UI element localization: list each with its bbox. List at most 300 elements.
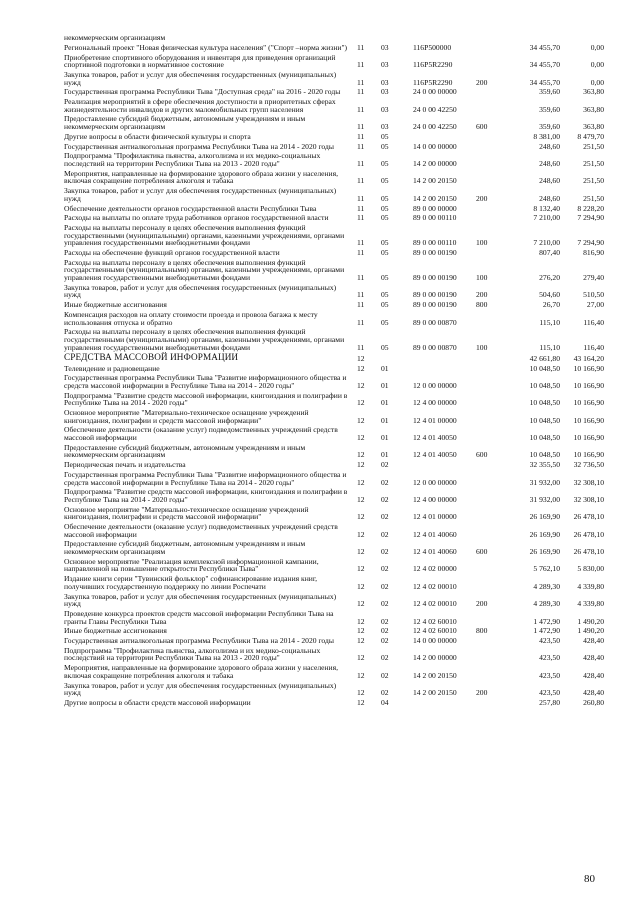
row-name: некоммерческим организациям (64, 33, 166, 42)
table-row (64, 353, 604, 362)
target-article-code: 89 0 00 00000 (413, 203, 457, 213)
subsection-code: 05 (381, 159, 389, 168)
row-name: Мероприятия, направленные на формирование здорового образа жизни у населения, включая сокращение потребления алкоголя и табака (64, 168, 339, 186)
amount-year-1: 257,80 (539, 698, 560, 707)
section-code: 12 (357, 363, 365, 373)
table-row (64, 365, 604, 373)
table-row (64, 558, 604, 573)
budget-table (64, 34, 604, 709)
amount-year-1: 359,60 (539, 122, 560, 132)
amount-year-1: 26,70 (542, 300, 560, 310)
subsection-code: 05 (381, 238, 389, 248)
subsection-code: 03 (381, 77, 389, 87)
row-name: Государственная антиалкогольная программа Республики Тыва на 2014 - 2020 годы (64, 636, 334, 646)
section-code: 12 (357, 477, 365, 487)
table-row (64, 610, 604, 625)
amount-year-2: 10 166,90 (573, 380, 604, 390)
row-name: Обеспечение деятельности (оказание услуг) подведомственных учреждений средств массовой информации (64, 522, 338, 539)
subsection-code: 02 (381, 688, 389, 698)
table-row (64, 374, 604, 389)
row-name: Закупка товаров, работ и услуг для обеспечения государственных (муниципальных) нужд (64, 186, 337, 203)
table-row (64, 409, 604, 424)
row-name: Телевидение и радиовещание (64, 363, 160, 373)
row-name: Закупка товаров, работ и услуг для обеспечения государственных (муниципальных) нужд (64, 69, 337, 87)
row-name: Расходы на выплаты персоналу в целях обеспечения выполнения функций государственными (муниципальными) органами, казенными учреждениями, органами управления государственными внебюджетными фондами (64, 223, 345, 248)
section-code: 12 (357, 636, 365, 646)
amount-year-2: 10 166,90 (573, 450, 604, 460)
target-article-code: 12 4 01 00000 (413, 512, 457, 522)
amount-year-2: 5 830,00 (577, 564, 604, 574)
subsection-code: 05 (381, 273, 389, 283)
amount-year-1: 10 048,50 (529, 380, 560, 390)
expense-type-code: 600 (476, 547, 488, 557)
amount-year-2: 116,40 (583, 317, 604, 327)
expense-type-code: 200 (476, 688, 488, 698)
amount-year-2: 32 736,50 (573, 460, 604, 470)
subsection-code: 02 (381, 670, 389, 680)
subsection-code: 01 (381, 415, 389, 425)
section-code: 11 (357, 290, 365, 300)
table-row (64, 523, 604, 538)
table-row (64, 214, 604, 222)
subsection-code: 05 (381, 141, 389, 151)
amount-year-2: 26 478,10 (573, 547, 604, 557)
section-code: 11 (357, 300, 365, 310)
subsection-code: 01 (381, 380, 389, 390)
section-code: 11 (357, 42, 365, 52)
row-name: Государственная программа Республики Тыва "Развитие информационного общества и средств массовой информации в Республике Тыва на 2014 - 2020 годы" (64, 469, 347, 487)
section-code: 12 (357, 460, 365, 470)
amount-year-2: 8 479,70 (577, 131, 604, 141)
target-article-code: 24 0 00 42250 (413, 122, 457, 132)
row-name: Предоставление субсидий бюджетным, автономным учреждениям и иным некоммерческим организациям (64, 539, 306, 557)
target-article-code: 12 4 02 00010 (413, 599, 457, 609)
expense-type-code: 600 (476, 450, 488, 460)
amount-year-1: 32 355,50 (529, 460, 560, 470)
subsection-code: 05 (381, 131, 389, 141)
amount-year-1: 1 472,90 (533, 616, 560, 626)
section-code: 11 (357, 104, 365, 114)
table-row (64, 115, 604, 130)
amount-year-1: 10 048,50 (529, 398, 560, 408)
amount-year-2: 279,40 (583, 273, 604, 283)
row-name: Периодическая печать и издательства (64, 460, 186, 470)
row-name: Другие вопросы в области физической культуры и спорта (64, 131, 251, 141)
section-code: 12 (357, 512, 365, 522)
target-article-code: 14 2 00 00000 (413, 653, 457, 663)
amount-year-2: 510,50 (583, 290, 604, 300)
subsection-code: 02 (381, 512, 389, 522)
amount-year-1: 8 132,40 (533, 203, 560, 213)
section-code: 11 (357, 273, 365, 283)
row-name: Подпрограмма "Развитие средств массовой информации, книгоиздания и полиграфии в Республике Тыва на 2014 - 2020 годы" (64, 390, 348, 408)
table-row (64, 88, 604, 96)
expense-type-code: 600 (476, 122, 488, 132)
row-name: Основное мероприятие "Материально-техническое оснащение учреждений книгоиздания, полиграфии и средств массовой информации" (64, 504, 309, 522)
amount-year-1: 248,60 (539, 141, 560, 151)
expense-type-code: 200 (476, 290, 488, 300)
amount-year-1: 423,50 (539, 653, 560, 663)
table-row (64, 392, 604, 407)
target-article-code: 89 0 00 00110 (413, 238, 457, 248)
amount-year-2: 1 490,20 (577, 626, 604, 636)
amount-year-1: 26 169,90 (529, 547, 560, 557)
subsection-code: 05 (381, 317, 389, 327)
amount-year-1: 10 048,50 (529, 363, 560, 373)
row-name: Закупка товаров, работ и услуг для обеспечения государственных (муниципальных) нужд (64, 591, 337, 609)
amount-year-2: 8 228,20 (577, 203, 604, 213)
section-code: 12 (357, 653, 365, 663)
table-row (64, 284, 604, 299)
target-article-code: 12 4 00 00000 (413, 494, 457, 504)
row-name: Обеспечение деятельности (оказание услуг) подведомственных учреждений средств массовой информации (64, 425, 338, 442)
amount-year-1: 4 289,30 (533, 599, 560, 609)
amount-year-1: 26 169,90 (529, 529, 560, 539)
amount-year-1: 115,10 (539, 317, 560, 327)
section-code: 12 (357, 415, 365, 425)
subsection-code: 02 (381, 653, 389, 663)
target-article-code: 12 4 02 00000 (413, 564, 457, 574)
amount-year-2: 10 166,90 (573, 415, 604, 425)
page-number: 80 (584, 873, 595, 885)
amount-year-1: 504,60 (539, 290, 560, 300)
row-name: Издание книги серии "Тувинский фольклор" софинансирование издания книг, получивших государственную поддержку по линии Роспечати (64, 574, 318, 591)
subsection-code: 02 (381, 626, 389, 636)
row-name: Иные бюджетные ассигнования (64, 626, 167, 636)
row-name: Подпрограмма "Профилактика пьянства, алкоголизма и их медико-социальных последствий на территории Республики Тыва на 2013 - 2020 годы" (64, 645, 321, 663)
subsection-code: 05 (381, 203, 389, 213)
table-row (64, 187, 604, 202)
amount-year-1: 34 455,70 (529, 60, 560, 70)
target-article-code: 14 2 00 20150 (413, 176, 457, 186)
amount-year-1: 807,40 (539, 248, 560, 258)
table-row (64, 98, 604, 113)
subsection-code: 02 (381, 547, 389, 557)
target-article-code: 24 0 00 00000 (413, 87, 457, 97)
amount-year-2: 251,50 (583, 193, 604, 203)
table-row (64, 71, 604, 86)
section-code: 12 (357, 564, 365, 574)
target-article-code: 12 0 00 00000 (413, 477, 457, 487)
amount-year-2: 428,40 (583, 670, 604, 680)
table-row (64, 682, 604, 697)
target-article-code: 14 2 00 20150 (413, 688, 457, 698)
amount-year-2: 4 339,80 (577, 581, 604, 591)
subsection-code: 05 (381, 290, 389, 300)
table-row (64, 44, 604, 52)
table-row (64, 471, 604, 486)
section-code: 11 (357, 87, 365, 97)
section-code: 12 (357, 599, 365, 609)
section-code: 12 (357, 380, 365, 390)
section-code: 11 (357, 131, 365, 141)
section-code: 11 (357, 77, 365, 87)
table-row (64, 426, 604, 441)
amount-year-2: 363,80 (583, 122, 604, 132)
row-name: Проведение конкурса проектов средств массовой информации Республики Тыва на гранты Главы Республики Тыва (64, 608, 334, 626)
expense-type-code: 200 (476, 77, 488, 87)
amount-year-2: 363,80 (583, 87, 604, 97)
table-row (64, 664, 604, 679)
section-code: 11 (357, 60, 365, 70)
table-row (64, 143, 604, 151)
target-article-code: 89 0 00 00190 (413, 248, 457, 258)
amount-year-1: 5 762,10 (533, 564, 560, 574)
expense-type-code: 800 (476, 626, 488, 636)
subsection-code: 05 (381, 300, 389, 310)
subsection-code: 03 (381, 42, 389, 52)
table-row (64, 328, 604, 351)
expense-type-code: 100 (476, 273, 488, 283)
subsection-code: 02 (381, 599, 389, 609)
row-name: Закупка товаров, работ и услуг для обеспечения государственных (муниципальных) нужд (64, 282, 337, 300)
target-article-code: 12 4 02 00010 (413, 581, 457, 591)
target-article-code: 116P5R2290 (413, 77, 453, 87)
subsection-code: 01 (381, 450, 389, 460)
target-article-code: 24 0 00 42250 (413, 104, 457, 114)
target-article-code: 116P5R2290 (413, 60, 453, 70)
row-name: Мероприятия, направленные на формирование здорового образа жизни у населения, включая сокращение потребления алкоголя и табака (64, 663, 339, 680)
section-code: 11 (357, 342, 365, 352)
section-code: 11 (357, 317, 365, 327)
amount-year-2: 27,00 (586, 300, 604, 310)
section-code: 11 (357, 248, 365, 258)
row-name: Закупка товаров, работ и услуг для обеспечения государственных (муниципальных) нужд (64, 680, 337, 698)
target-article-code: 89 0 00 00110 (413, 213, 457, 223)
target-article-code: 89 0 00 00190 (413, 300, 457, 310)
section-code: 12 (357, 353, 365, 363)
amount-year-2: 26 478,10 (573, 529, 604, 539)
subsection-code: 04 (381, 698, 389, 707)
table-row (64, 540, 604, 555)
subsection-code: 01 (381, 398, 389, 408)
target-article-code: 14 2 00 20150 (413, 193, 457, 203)
amount-year-1: 423,50 (539, 670, 560, 680)
amount-year-1: 423,50 (539, 636, 560, 646)
table-row (64, 170, 604, 185)
table-row (64, 699, 604, 707)
table-row (64, 593, 604, 608)
table-row (64, 205, 604, 213)
target-article-code: 14 2 00 00000 (413, 159, 457, 168)
row-name: Подпрограмма "Развитие средств массовой информации, книгоиздания и полиграфии в Республике Тыва на 2014 - 2020 годы" (64, 487, 348, 504)
target-article-code: 12 4 02 60010 (413, 616, 457, 626)
amount-year-2: 0,00 (590, 77, 604, 87)
section-code: 11 (357, 213, 365, 223)
target-article-code: 116P500000 (413, 42, 452, 52)
table-row (64, 506, 604, 521)
amount-year-1: 10 048,50 (529, 433, 560, 442)
amount-year-2: 1 490,20 (577, 616, 604, 626)
amount-year-2: 43 164,20 (573, 353, 604, 363)
table-row (64, 488, 604, 503)
row-name: Региональный проект "Новая физическая культура населения" ("Спорт –норма жизни") (64, 42, 348, 52)
subsection-code: 05 (381, 248, 389, 258)
amount-year-1: 10 048,50 (529, 450, 560, 460)
target-article-code: 89 0 00 00870 (413, 317, 457, 327)
target-article-code: 89 0 00 00870 (413, 342, 457, 352)
amount-year-2: 10 166,90 (573, 398, 604, 408)
section-code: 11 (357, 176, 365, 186)
subsection-code: 05 (381, 213, 389, 223)
subsection-code: 05 (381, 176, 389, 186)
section-code: 11 (357, 203, 365, 213)
table-row (64, 224, 604, 247)
table-row (64, 133, 604, 141)
amount-year-2: 428,40 (583, 636, 604, 646)
amount-year-1: 359,60 (539, 87, 560, 97)
section-code: 12 (357, 529, 365, 539)
amount-year-1: 34 455,70 (529, 42, 560, 52)
table-row (64, 259, 604, 282)
section-code: 11 (357, 238, 365, 248)
table-row (64, 575, 604, 590)
target-article-code: 12 0 00 00000 (413, 380, 457, 390)
amount-year-2: 251,50 (583, 141, 604, 151)
amount-year-2: 428,40 (583, 653, 604, 663)
section-code: 12 (357, 670, 365, 680)
target-article-code: 12 4 02 60010 (413, 626, 457, 636)
table-row (64, 54, 604, 69)
amount-year-1: 8 381,00 (533, 131, 560, 141)
subsection-code: 03 (381, 60, 389, 70)
amount-year-1: 423,50 (539, 688, 560, 698)
section-code: 11 (357, 141, 365, 151)
row-name: Приобретение спортивного оборудования и инвентаря для приведения организаций спортивной подготовки в нормативное состояние (64, 52, 336, 70)
row-name: Реализация мероприятий в сфере обеспечения доступности в приоритетных сферах жизнедеятельности инвалидов и других маломобильных групп населения (64, 97, 336, 114)
subsection-code: 02 (381, 494, 389, 504)
amount-year-1: 7 210,00 (533, 213, 560, 223)
expense-type-code: 100 (476, 238, 488, 248)
row-name: Подпрограмма "Профилактика пьянства, алкоголизма и их медико-социальных последствий на территории Республики Тыва на 2013 - 2020 годы" (64, 151, 321, 168)
target-article-code: 12 4 01 00000 (413, 415, 457, 425)
target-article-code: 12 4 01 40060 (413, 529, 457, 539)
subsection-code: 02 (381, 616, 389, 626)
amount-year-1: 26 169,90 (529, 512, 560, 522)
amount-year-2: 251,50 (583, 159, 604, 168)
amount-year-1: 42 661,80 (529, 353, 560, 363)
amount-year-1: 31 932,00 (529, 494, 560, 504)
row-name: Основное мероприятие "Материально-техническое оснащение учреждений книгоиздания, полиграфии и средств массовой информации" (64, 408, 309, 425)
table-row (64, 647, 604, 662)
amount-year-1: 248,60 (539, 193, 560, 203)
amount-year-2: 251,50 (583, 176, 604, 186)
section-code: 12 (357, 450, 365, 460)
section-code: 12 (357, 398, 365, 408)
row-name: Государственная программа Республики Тыва "Развитие информационного общества и средств массовой информации в Республике Тыва на 2014 - 2020 годы" (64, 373, 347, 390)
expense-type-code: 800 (476, 300, 488, 310)
subsection-code: 03 (381, 104, 389, 114)
subsection-code: 05 (381, 193, 389, 203)
table-row (64, 152, 604, 167)
section-code: 12 (357, 688, 365, 698)
subsection-code: 02 (381, 477, 389, 487)
amount-year-1: 248,60 (539, 159, 560, 168)
amount-year-2: 816,90 (583, 248, 604, 258)
subsection-code: 05 (381, 342, 389, 352)
row-name: Государственная программа Республики Тыва "Доступная среда" на 2016 - 2020 годы (64, 87, 341, 97)
section-code: 11 (357, 159, 365, 168)
amount-year-2: 7 294,90 (577, 238, 604, 248)
amount-year-2: 26 478,10 (573, 512, 604, 522)
table-row (64, 249, 604, 257)
amount-year-2: 116,40 (583, 342, 604, 352)
amount-year-1: 1 472,90 (533, 626, 560, 636)
amount-year-2: 4 339,80 (577, 599, 604, 609)
table-row (64, 461, 604, 469)
target-article-code: 12 4 00 00000 (413, 398, 457, 408)
expense-type-code: 200 (476, 599, 488, 609)
amount-year-1: 359,60 (539, 104, 560, 114)
table-row (64, 34, 604, 42)
target-article-code: 14 0 00 00000 (413, 636, 457, 646)
row-name: Расходы на выплаты по оплате труда работников органов государственной власти (64, 213, 329, 223)
amount-year-2: 32 308,10 (573, 477, 604, 487)
subsection-code: 03 (381, 87, 389, 97)
expense-type-code: 200 (476, 193, 488, 203)
table-row (64, 301, 604, 309)
amount-year-1: 276,20 (539, 273, 560, 283)
row-name: Предоставление субсидий бюджетным, автономным учреждениям и иным некоммерческим организациям (64, 442, 306, 460)
amount-year-1: 34 455,70 (529, 77, 560, 87)
table-row (64, 311, 604, 326)
target-article-code: 12 4 01 40060 (413, 547, 457, 557)
row-name: Расходы на обеспечение функций органов государственной власти (64, 248, 280, 258)
amount-year-1: 248,60 (539, 176, 560, 186)
row-name: Другие вопросы в области средств массовой информации (64, 698, 251, 707)
target-article-code: 14 0 00 00000 (413, 141, 457, 151)
amount-year-1: 7 210,00 (533, 238, 560, 248)
amount-year-1: 31 932,00 (529, 477, 560, 487)
section-code: 12 (357, 547, 365, 557)
section-code: 12 (357, 433, 365, 442)
section-code: 12 (357, 626, 365, 636)
target-article-code: 12 4 01 40050 (413, 450, 457, 460)
section-code: 11 (357, 122, 365, 132)
subsection-code: 02 (381, 529, 389, 539)
amount-year-2: 10 166,90 (573, 433, 604, 442)
subsection-code: 02 (381, 460, 389, 470)
section-code: 12 (357, 494, 365, 504)
subsection-code: 02 (381, 564, 389, 574)
subsection-code: 02 (381, 581, 389, 591)
row-name: СРЕДСТВА МАССОВОЙ ИНФОРМАЦИИ (64, 352, 239, 363)
table-row (64, 444, 604, 459)
row-name: Расходы на выплаты персоналу в целях обеспечения выполнения функций государственными (муниципальными) органами, казенными учреждениями, органами управления государственными внебюджетными фондами (64, 327, 345, 352)
row-name: Обеспечение деятельности органов государственной власти Республики Тыва (64, 203, 317, 213)
row-name: Расходы на выплаты персоналу в целях обеспечения выполнения функций государственными (муниципальными) органами, казенными учреждениями, органами управления государственными внебюджетными фондами (64, 257, 345, 283)
row-name: Основное мероприятие "Реализация комплексной информационной кампании, направленной на повышение открытости Республики Тыва" (64, 556, 319, 574)
subsection-code: 03 (381, 122, 389, 132)
subsection-code: 02 (381, 636, 389, 646)
amount-year-2: 7 294,90 (577, 213, 604, 223)
amount-year-2: 0,00 (590, 60, 604, 70)
section-code: 12 (357, 698, 365, 707)
table-row (64, 627, 604, 635)
amount-year-1: 115,10 (539, 342, 560, 352)
row-name: Компенсация расходов на оплату стоимости проезда и провоза багажа к месту использования отпуска и обратно (64, 309, 318, 327)
row-name: Государственная антиалкогольная программа Республики Тыва на 2014 - 2020 годы (64, 141, 334, 151)
section-code: 12 (357, 616, 365, 626)
amount-year-2: 32 308,10 (573, 494, 604, 504)
amount-year-2: 428,40 (583, 688, 604, 698)
subsection-code: 01 (381, 363, 389, 373)
amount-year-1: 10 048,50 (529, 415, 560, 425)
amount-year-2: 260,80 (583, 698, 604, 707)
row-name: Иные бюджетные ассигнования (64, 300, 167, 310)
amount-year-2: 0,00 (590, 42, 604, 52)
amount-year-2: 10 166,90 (573, 363, 604, 373)
